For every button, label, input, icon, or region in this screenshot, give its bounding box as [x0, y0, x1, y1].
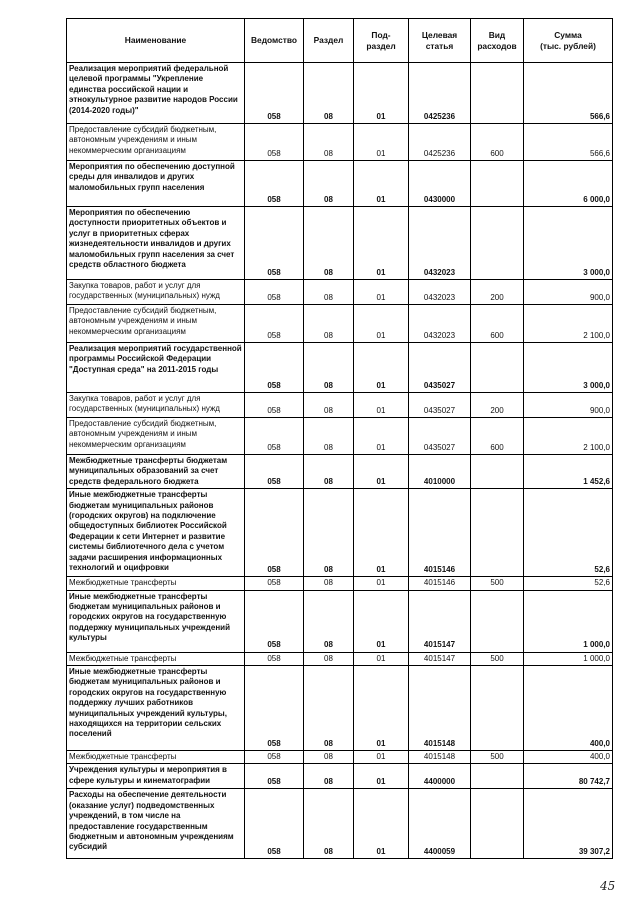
page-number: 45 — [600, 879, 616, 893]
budget-sheet — [66, 18, 612, 859]
cell-ministry: 058 — [245, 207, 304, 280]
cell-expense-type — [471, 489, 524, 577]
cell-subsection: 01 — [354, 590, 409, 652]
cell-section: 08 — [304, 789, 354, 859]
cell-ministry: 058 — [245, 124, 304, 161]
cell-section: 08 — [304, 280, 354, 305]
cell-section: 08 — [304, 489, 354, 577]
table-row — [67, 489, 613, 577]
table-body — [67, 63, 613, 859]
cell-subsection: 01 — [354, 393, 409, 418]
cell-name: Реализация мероприятий федеральной целевой программы "Укрепление единства российской нации и этнокультурное развитие народов России (2014-2020 годы)" — [67, 63, 245, 124]
header-target: Целевая статья — [409, 19, 471, 63]
cell-amount: 1 452,6 — [524, 455, 613, 489]
cell-subsection: 01 — [354, 124, 409, 161]
cell-section: 08 — [304, 666, 354, 751]
cell-target: 4010000 — [409, 455, 471, 489]
cell-ministry: 058 — [245, 63, 304, 124]
cell-target: 0435027 — [409, 418, 471, 455]
cell-expense-type — [471, 789, 524, 859]
cell-subsection: 01 — [354, 418, 409, 455]
cell-name: Иные межбюджетные трансферты бюджетам муниципальных районов и городских округов на государственную поддержку муниципальных учреждений культуры — [67, 590, 245, 652]
cell-section: 08 — [304, 764, 354, 789]
cell-ministry: 058 — [245, 590, 304, 652]
cell-ministry: 058 — [245, 161, 304, 207]
cell-ministry: 058 — [245, 764, 304, 789]
cell-expense-type: 200 — [471, 280, 524, 305]
cell-section: 08 — [304, 207, 354, 280]
cell-subsection: 01 — [354, 207, 409, 280]
cell-ministry: 058 — [245, 280, 304, 305]
cell-name: Предоставление субсидий бюджетным, автономным учреждениям и иным некоммерческим организациям — [67, 124, 245, 161]
header-expense-type: Вид расходов — [471, 19, 524, 63]
cell-amount: 566,6 — [524, 63, 613, 124]
cell-subsection: 01 — [354, 577, 409, 590]
cell-section: 08 — [304, 305, 354, 343]
cell-target: 0425236 — [409, 63, 471, 124]
cell-ministry: 058 — [245, 455, 304, 489]
cell-name: Реализация мероприятий государственной программы Российской Федерации "Доступная среда" на 2011-2015 годы — [67, 343, 245, 393]
table-row — [67, 343, 613, 393]
cell-target: 4015148 — [409, 751, 471, 764]
header-name: Наименование — [67, 19, 245, 63]
cell-target: 4015147 — [409, 590, 471, 652]
cell-section: 08 — [304, 124, 354, 161]
table-row — [67, 652, 613, 665]
cell-name: Закупка товаров, работ и услуг для государственных (муниципальных) нужд — [67, 280, 245, 305]
cell-expense-type: 500 — [471, 577, 524, 590]
cell-section: 08 — [304, 590, 354, 652]
cell-amount: 52,6 — [524, 577, 613, 590]
cell-subsection: 01 — [354, 455, 409, 489]
cell-subsection: 01 — [354, 751, 409, 764]
cell-expense-type — [471, 455, 524, 489]
table-row — [67, 577, 613, 590]
cell-name: Межбюджетные трансферты бюджетам муниципальных образований за счет средств федерального бюджета — [67, 455, 245, 489]
table-row — [67, 751, 613, 764]
cell-subsection: 01 — [354, 305, 409, 343]
header-section: Раздел — [304, 19, 354, 63]
cell-target: 4015146 — [409, 577, 471, 590]
cell-amount: 1 000,0 — [524, 652, 613, 665]
cell-target: 0435027 — [409, 393, 471, 418]
table-row — [67, 207, 613, 280]
cell-subsection: 01 — [354, 789, 409, 859]
cell-name: Межбюджетные трансферты — [67, 751, 245, 764]
table-row — [67, 280, 613, 305]
cell-expense-type — [471, 207, 524, 280]
cell-subsection: 01 — [354, 666, 409, 751]
cell-target: 0425236 — [409, 124, 471, 161]
cell-expense-type — [471, 161, 524, 207]
cell-target: 0432023 — [409, 207, 471, 280]
cell-subsection: 01 — [354, 652, 409, 665]
cell-amount: 6 000,0 — [524, 161, 613, 207]
cell-name: Учреждения культуры и мероприятия в сфере культуры и кинематографии — [67, 764, 245, 789]
cell-ministry: 058 — [245, 343, 304, 393]
cell-name: Иные межбюджетные трансферты бюджетам муниципальных районов и городских округов на государственную поддержку лучших работников муниципальных учреждений культуры, находящихся на территории сельских поселений — [67, 666, 245, 751]
cell-target: 0432023 — [409, 280, 471, 305]
cell-amount: 80 742,7 — [524, 764, 613, 789]
header-amount: Сумма (тыс. рублей) — [524, 19, 613, 63]
cell-amount: 3 000,0 — [524, 207, 613, 280]
cell-ministry: 058 — [245, 418, 304, 455]
table-row — [67, 590, 613, 652]
cell-expense-type: 500 — [471, 751, 524, 764]
cell-name: Мероприятия по обеспечению доступной среды для инвалидов и других маломобильных групп населения — [67, 161, 245, 207]
cell-target: 0430000 — [409, 161, 471, 207]
cell-target: 4015148 — [409, 666, 471, 751]
cell-expense-type — [471, 63, 524, 124]
table-row — [67, 393, 613, 418]
cell-subsection: 01 — [354, 489, 409, 577]
budget-table — [66, 18, 613, 859]
cell-expense-type — [471, 764, 524, 789]
cell-target: 4015146 — [409, 489, 471, 577]
cell-amount: 566,6 — [524, 124, 613, 161]
cell-section: 08 — [304, 652, 354, 665]
cell-ministry: 058 — [245, 305, 304, 343]
cell-name: Межбюджетные трансферты — [67, 577, 245, 590]
cell-target: 4400059 — [409, 789, 471, 859]
cell-subsection: 01 — [354, 161, 409, 207]
cell-expense-type: 600 — [471, 305, 524, 343]
cell-section: 08 — [304, 418, 354, 455]
cell-ministry: 058 — [245, 666, 304, 751]
cell-section: 08 — [304, 393, 354, 418]
cell-name: Расходы на обеспечение деятельности (оказание услуг) подведомственных учреждений, в том числе на предоставление государственным бюджетным и автономным учреждениям субсидий — [67, 789, 245, 859]
cell-name: Закупка товаров, работ и услуг для государственных (муниципальных) нужд — [67, 393, 245, 418]
cell-amount: 1 000,0 — [524, 590, 613, 652]
cell-expense-type: 200 — [471, 393, 524, 418]
cell-amount: 2 100,0 — [524, 305, 613, 343]
cell-expense-type: 500 — [471, 652, 524, 665]
cell-amount: 39 307,2 — [524, 789, 613, 859]
table-row — [67, 418, 613, 455]
table-row — [67, 124, 613, 161]
header-ministry: Ведомство — [245, 19, 304, 63]
cell-ministry: 058 — [245, 489, 304, 577]
cell-amount: 400,0 — [524, 751, 613, 764]
cell-section: 08 — [304, 751, 354, 764]
table-row — [67, 764, 613, 789]
cell-ministry: 058 — [245, 393, 304, 418]
cell-ministry: 058 — [245, 751, 304, 764]
cell-expense-type — [471, 590, 524, 652]
table-row — [67, 666, 613, 751]
cell-amount: 52,6 — [524, 489, 613, 577]
cell-name: Предоставление субсидий бюджетным, автономным учреждениям и иным некоммерческим организациям — [67, 418, 245, 455]
table-row — [67, 789, 613, 859]
cell-name: Межбюджетные трансферты — [67, 652, 245, 665]
cell-section: 08 — [304, 161, 354, 207]
cell-amount: 400,0 — [524, 666, 613, 751]
cell-name: Мероприятия по обеспечению доступности приоритетных объектов и услуг в приоритетных сферах жизнедеятельности инвалидов и других маломобильных групп населения за счет средств областного бюджета — [67, 207, 245, 280]
cell-subsection: 01 — [354, 764, 409, 789]
cell-target: 4015147 — [409, 652, 471, 665]
table-row — [67, 161, 613, 207]
cell-amount: 3 000,0 — [524, 343, 613, 393]
table-row — [67, 63, 613, 124]
cell-amount: 900,0 — [524, 393, 613, 418]
cell-ministry: 058 — [245, 577, 304, 590]
cell-name: Иные межбюджетные трансферты бюджетам муниципальных районов (городских округов) на подключение общедоступных библиотек Российской Федерации к сети Интернет и развитие системы библиотечного дела с учетом задачи расширения информационных технологий и оцифровки — [67, 489, 245, 577]
table-row — [67, 455, 613, 489]
cell-target: 0435027 — [409, 343, 471, 393]
cell-name: Предоставление субсидий бюджетным, автономным учреждениям и иным некоммерческим организациям — [67, 305, 245, 343]
cell-section: 08 — [304, 455, 354, 489]
cell-expense-type — [471, 666, 524, 751]
cell-expense-type — [471, 343, 524, 393]
cell-subsection: 01 — [354, 280, 409, 305]
cell-expense-type: 600 — [471, 124, 524, 161]
header-subsection: Под- раздел — [354, 19, 409, 63]
cell-section: 08 — [304, 63, 354, 124]
cell-subsection: 01 — [354, 343, 409, 393]
cell-amount: 2 100,0 — [524, 418, 613, 455]
cell-target: 0432023 — [409, 305, 471, 343]
cell-amount: 900,0 — [524, 280, 613, 305]
cell-section: 08 — [304, 577, 354, 590]
cell-section: 08 — [304, 343, 354, 393]
cell-ministry: 058 — [245, 652, 304, 665]
cell-ministry: 058 — [245, 789, 304, 859]
cell-subsection: 01 — [354, 63, 409, 124]
cell-expense-type: 600 — [471, 418, 524, 455]
table-row — [67, 305, 613, 343]
cell-target: 4400000 — [409, 764, 471, 789]
table-header-row — [67, 19, 613, 63]
